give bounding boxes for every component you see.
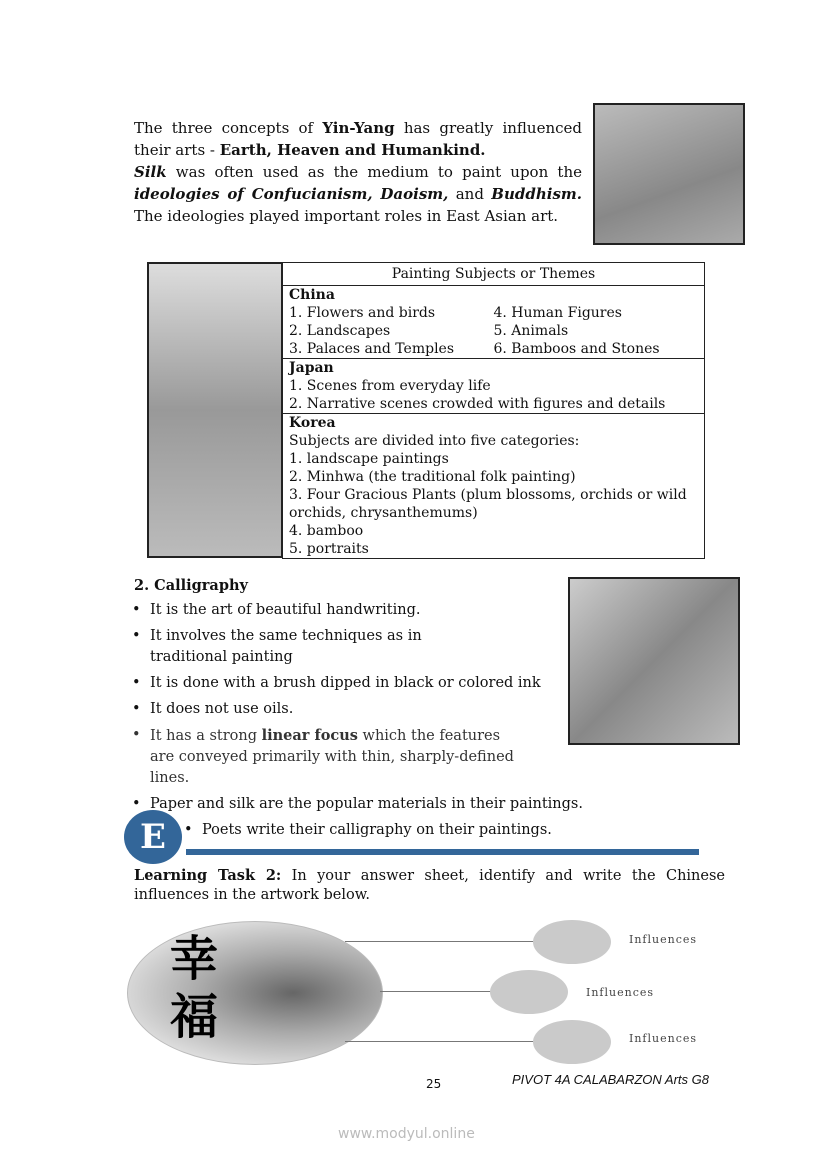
bullet-item <box>130 725 520 789</box>
list-item: 5. portraits <box>289 541 369 557</box>
influence-label: Influences <box>586 986 655 999</box>
china-heading: China <box>289 287 335 303</box>
list-item: 3. Four Gracious Plants (plum blossoms, orchids or wild orchids, chrysanthemums) <box>289 487 687 521</box>
table-title: Painting Subjects or Themes <box>283 263 705 286</box>
text: Yin-Yang <box>322 119 395 137</box>
korea-heading: Korea <box>289 415 336 431</box>
list-item: 1. Scenes from everyday life <box>289 378 491 394</box>
calligraphy-heading: 2. Calligraphy <box>134 577 248 594</box>
text: Earth, Heaven and Humankind. <box>219 141 486 159</box>
text: It has a strong <box>150 728 262 744</box>
section-divider <box>186 849 699 855</box>
influence-answer-oval <box>490 970 568 1014</box>
list-item: 4. Human Figures <box>493 305 622 321</box>
text: Buddhism. <box>491 185 582 203</box>
calligraphy-bullets <box>130 600 590 846</box>
text: linear focus <box>261 727 358 744</box>
bullet-item: • Poets write their calligraphy on their paintings. <box>182 820 590 841</box>
influence-label: Influences <box>629 1032 698 1045</box>
intro-text <box>134 117 582 227</box>
text: Silk <box>134 163 167 181</box>
list-item: 4. bamboo <box>289 523 364 539</box>
learning-task-text <box>134 866 725 905</box>
influence-answer-oval <box>533 1020 611 1064</box>
connector-line <box>345 1041 535 1042</box>
task-label: Learning Task 2: <box>134 867 282 884</box>
bullet-item: • It does not use oils. <box>130 699 590 720</box>
connector-line <box>380 991 492 992</box>
section-e-badge: E <box>124 810 182 864</box>
list-item: 1. landscape paintings <box>289 451 449 467</box>
influence-label: Influences <box>629 933 698 946</box>
connector-line <box>345 941 535 942</box>
list-item: 1. Flowers and birds <box>289 305 436 321</box>
text: which the features are conveyed primarily with thin, sharply-defined lines. <box>150 728 514 786</box>
painting-subjects-table <box>282 262 705 559</box>
text: and <box>448 185 492 203</box>
china-row <box>283 286 705 359</box>
list-item: 5. Animals <box>493 323 569 339</box>
page-number: 25 <box>426 1077 442 1091</box>
japanese-woman-print-image <box>593 103 745 245</box>
list-item: 6. Bamboos and Stones <box>493 341 660 357</box>
text: The ideologies played important roles in East Asian art. <box>134 207 559 225</box>
list-item: 2. Minhwa (the traditional folk painting) <box>289 469 576 485</box>
japan-heading: Japan <box>289 360 334 376</box>
list-item: Subjects are divided into five categories: <box>289 433 580 449</box>
tree-calligraphy-artwork <box>127 921 383 1065</box>
text: ideologies of Confucianism, Daoism, <box>134 185 449 203</box>
text: was often used as the medium to paint upon the <box>166 163 582 181</box>
japan-row <box>283 359 705 414</box>
footer-title: PIVOT 4A CALABARZON Arts G8 <box>512 1072 709 1087</box>
calligraphy-characters: 幸福 <box>170 931 219 1045</box>
task-instructions: In your answer sheet, identify and write the Chinese influences in the artwork below. <box>134 868 725 903</box>
list-item: 3. Palaces and Temples <box>289 341 455 357</box>
bullet-item: • It is done with a brush dipped in black or colored ink <box>130 673 590 694</box>
text: has greatly influenced their arts - <box>134 119 582 159</box>
bullet-item: • It is the art of beautiful handwriting. <box>130 600 590 621</box>
bullet-item: • Paper and silk are the popular materials in their paintings. <box>130 794 590 815</box>
watermark: www.modyul.online <box>338 1126 475 1142</box>
list-item: 2. Narrative scenes crowded with figures and details <box>289 396 666 412</box>
korea-row <box>283 414 705 559</box>
bamboo-painting-image <box>568 577 740 745</box>
list-item: 2. Landscapes <box>289 323 391 339</box>
influence-answer-oval <box>533 920 611 964</box>
text: The three concepts of <box>134 119 323 137</box>
bullet-item: • It involves the same techniques as in traditional painting <box>130 626 495 668</box>
korean-woman-painting-image <box>147 262 283 558</box>
